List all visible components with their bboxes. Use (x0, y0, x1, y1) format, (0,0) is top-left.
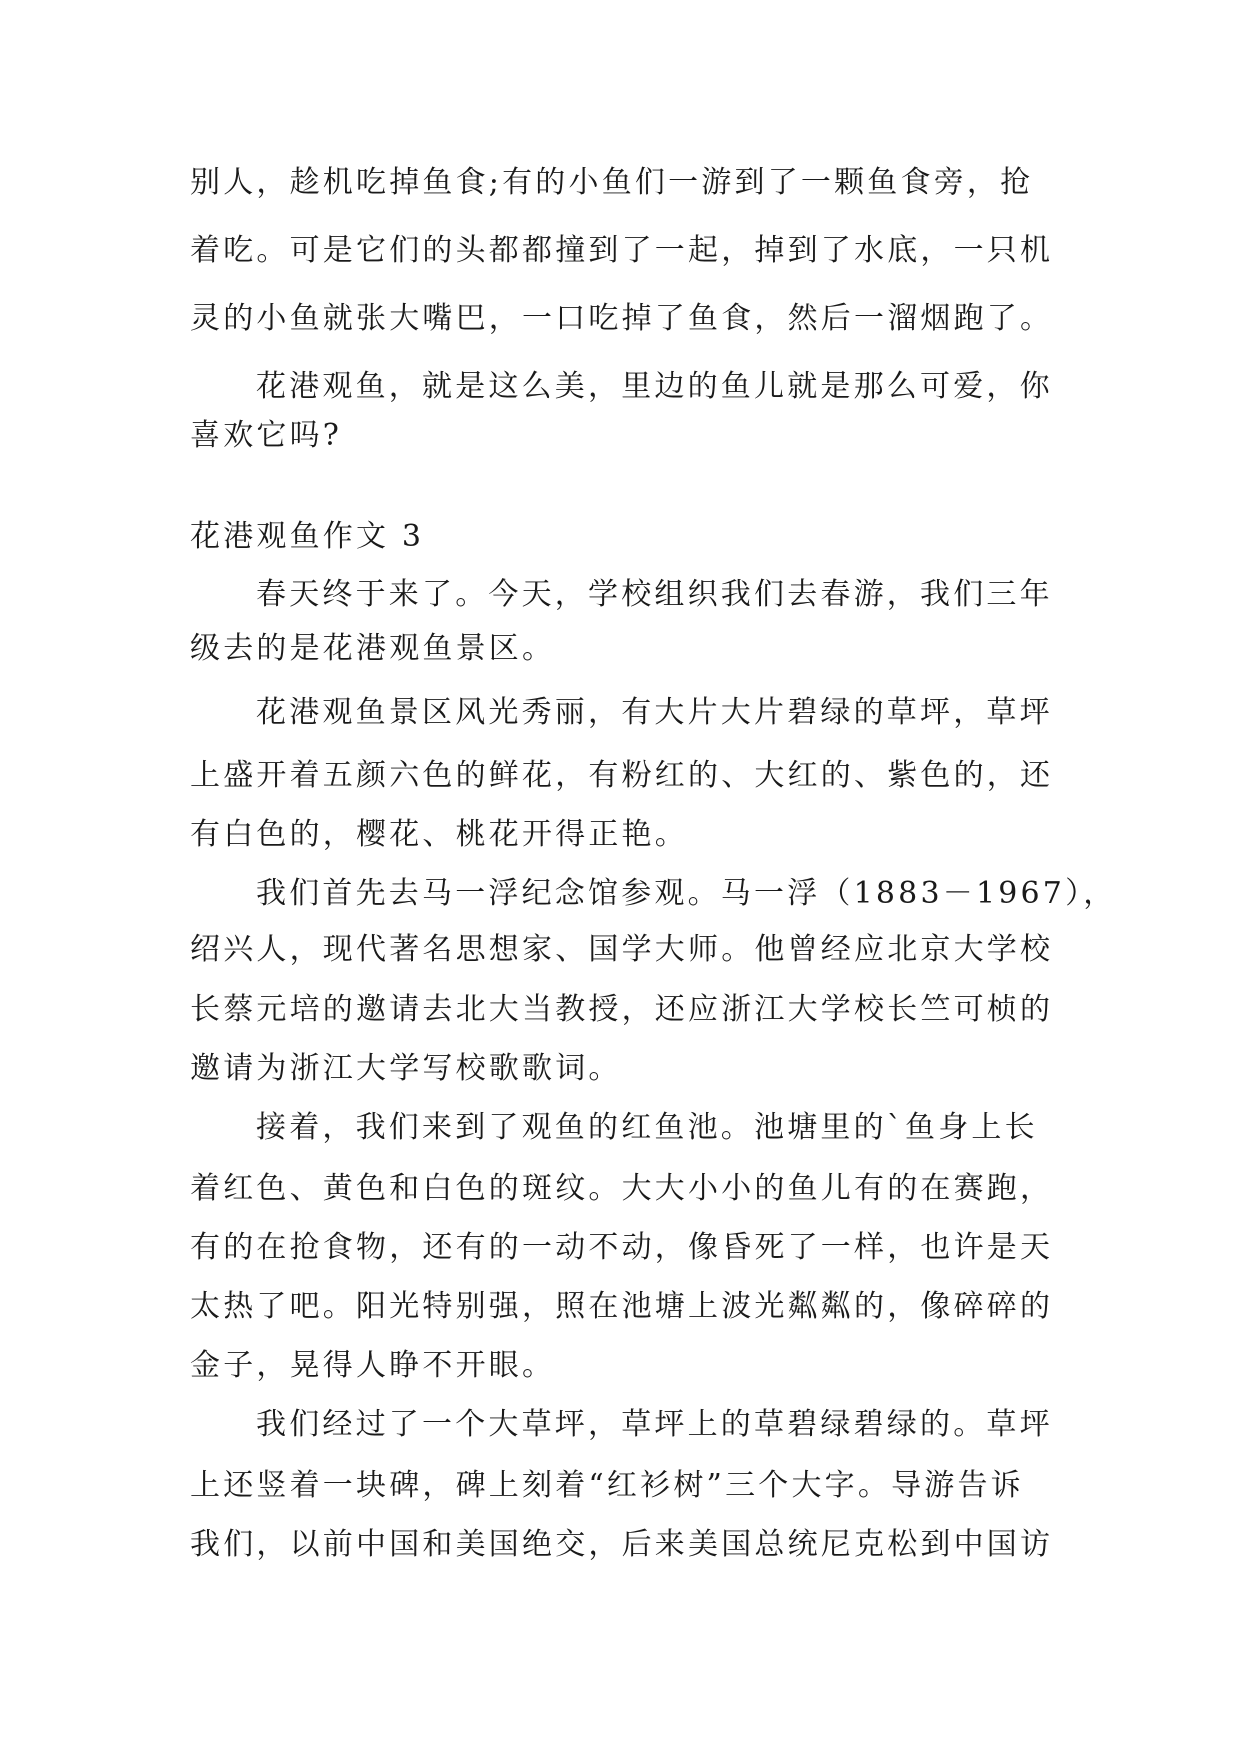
text-line: 我们经过了一个大草坪，草坪上的草碧绿碧绿的。草坪 (256, 1407, 1053, 1442)
text-line: 我们首先去马一浮纪念馆参观。马一浮（1883－1967）， (256, 876, 1117, 911)
text-line: 级去的是花港观鱼景区。 (190, 631, 556, 666)
text-line: 太热了吧。阳光特别强，照在池塘上波光粼粼的，像碎碎的 (190, 1289, 1054, 1324)
text-line: 接着，我们来到了观鱼的红鱼池。池塘里的`鱼身上长 (256, 1110, 1038, 1145)
text-line: 着红色、黄色和白色的斑纹。大大小小的鱼儿有的在赛跑， (190, 1171, 1054, 1206)
text-line: 别人，趁机吃掉鱼食;有的小鱼们一游到了一颗鱼食旁，抢 (190, 165, 1034, 200)
text-line: 邀请为浙江大学写校歌歌词。 (190, 1051, 622, 1086)
text-line: 花港观鱼，就是这么美，里边的鱼儿就是那么可爱，你 (256, 369, 1053, 404)
text-line: 有白色的，樱花、桃花开得正艳。 (190, 817, 688, 852)
text-line: 喜欢它吗? (190, 418, 343, 453)
text-line: 花港观鱼景区风光秀丽，有大片大片碧绿的草坪，草坪 (256, 695, 1053, 730)
section-heading: 花港观鱼作文 3 (190, 519, 425, 554)
text-line: 金子，晃得人睁不开眼。 (190, 1348, 556, 1383)
text-line: 上盛开着五颜六色的鲜花，有粉红的、大红的、紫色的，还 (190, 758, 1054, 793)
text-line: 长蔡元培的邀请去北大当教授，还应浙江大学校长竺可桢的 (190, 992, 1054, 1027)
text-line: 绍兴人，现代著名思想家、国学大师。他曾经应北京大学校 (190, 932, 1054, 967)
text-line: 上还竖着一块碑，碑上刻着“红衫树”三个大字。导游告诉 (190, 1468, 1024, 1503)
text-line: 春天终于来了。今天，学校组织我们去春游，我们三年 (256, 577, 1053, 612)
text-line: 我们，以前中国和美国绝交，后来美国总统尼克松到中国访 (190, 1527, 1054, 1562)
text-line: 着吃。可是它们的头都都撞到了一起，掉到了水底，一只机 (190, 233, 1054, 268)
text-line: 有的在抢食物，还有的一动不动，像昏死了一样，也许是天 (190, 1230, 1054, 1265)
text-line: 灵的小鱼就张大嘴巴，一口吃掉了鱼食，然后一溜烟跑了。 (190, 301, 1054, 336)
